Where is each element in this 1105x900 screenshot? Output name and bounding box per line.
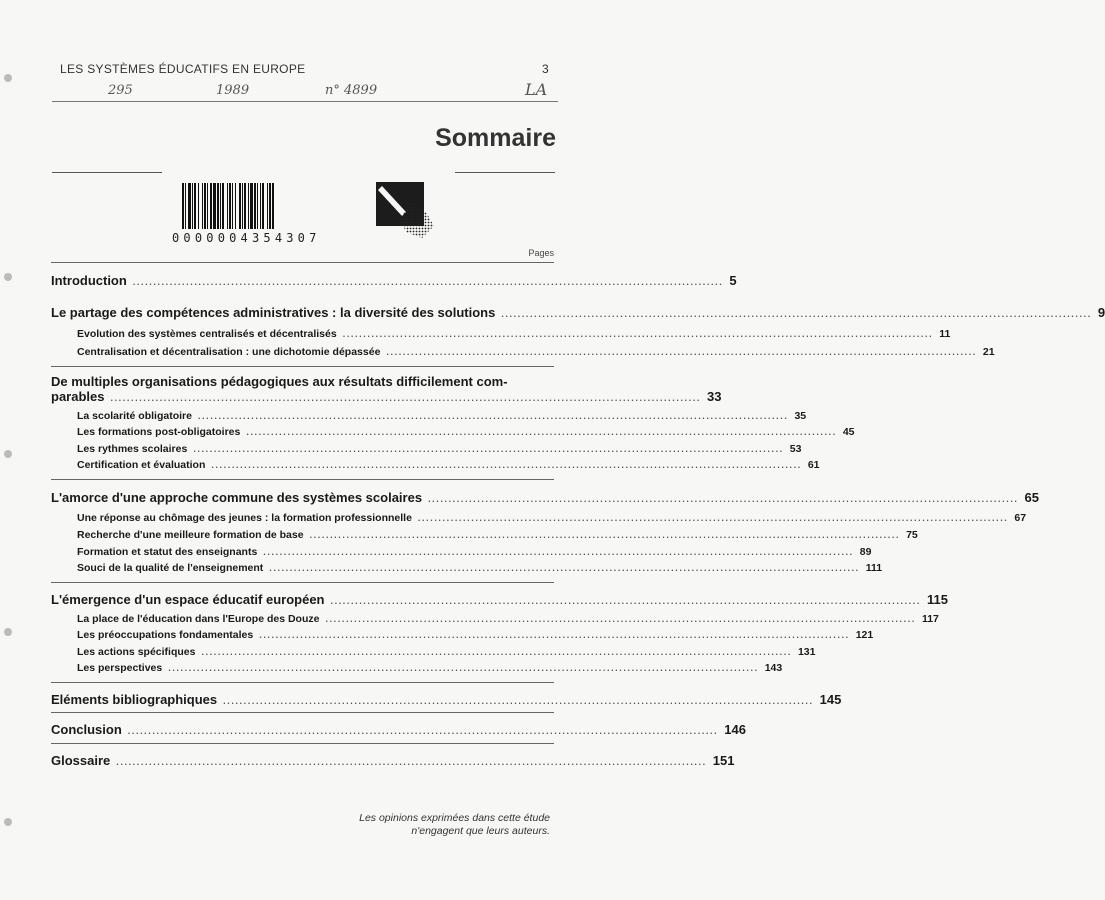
barcode-bar — [235, 183, 236, 229]
toc-item — [51, 328, 951, 340]
barcode-bar — [188, 183, 191, 229]
leader-dots: ................................................................................................................................................ — [501, 309, 1092, 319]
toc-item-label: Les actions spécifiques — [77, 646, 196, 658]
barcode-bar — [260, 183, 261, 229]
toc-section — [51, 490, 1040, 505]
barcode-bar — [217, 183, 219, 229]
leader-dots: ................................................................................................................................................ — [263, 547, 854, 557]
barcode-bar — [182, 183, 184, 229]
punch-mark — [4, 818, 12, 826]
toc-page-number: 117 — [921, 613, 939, 625]
toc-page-number: 9 — [1097, 305, 1105, 320]
toc-item-label: La place de l'éducation dans l'Europe des Douze — [77, 613, 320, 625]
barcode-bar — [232, 183, 233, 229]
barcode-bar — [185, 183, 186, 229]
publisher-logo-icon — [376, 182, 436, 240]
toc-page-number: 111 — [865, 562, 883, 574]
toc-item — [51, 346, 995, 358]
toc-page-number: 143 — [764, 662, 783, 674]
barcode-bar — [262, 183, 264, 229]
toc-section-label: Conclusion — [51, 722, 122, 737]
section-divider — [51, 712, 554, 713]
toc-section — [51, 273, 737, 288]
handwritten-note: 295 — [108, 83, 133, 98]
section-divider — [51, 262, 554, 263]
leader-dots: ................................................................................................................................................ — [325, 614, 916, 624]
barcode-bar — [244, 183, 246, 229]
punch-mark — [4, 273, 12, 281]
toc-page-number: 151 — [712, 753, 735, 768]
leader-dots: ................................................................................................................................................ — [246, 427, 837, 437]
punch-mark — [4, 450, 12, 458]
toc-page-number: 61 — [807, 459, 820, 471]
pages-label: Pages — [528, 248, 554, 258]
toc-item-label: Formation et statut des enseignants — [77, 546, 258, 558]
toc-page-number: 11 — [939, 328, 951, 340]
toc-item — [51, 459, 820, 471]
barcode-bar — [254, 183, 256, 229]
toc-item-label: Centralisation et décentralisation : une dichotomie dépassée — [77, 346, 381, 358]
toc-item — [51, 562, 883, 574]
toc-item-label: Les formations post-obligatoires — [77, 426, 241, 438]
barcode-bar — [269, 183, 271, 229]
leader-dots: ................................................................................................................................................ — [269, 563, 860, 573]
leader-dots: ................................................................................................................................................ — [201, 647, 792, 657]
punch-mark — [4, 74, 12, 82]
toc-page-number: 35 — [794, 410, 807, 422]
leader-dots: ................................................................................................................................................ — [132, 277, 724, 287]
punch-mark — [4, 628, 12, 636]
toc-item — [51, 410, 807, 422]
toc-item-label: Souci de la qualité de l'enseignement — [77, 562, 264, 574]
toc-page-number: 131 — [797, 646, 816, 658]
toc-item-label: Evolution des systèmes centralisés et décentralisés — [77, 328, 337, 340]
toc-item-label: Les rythmes scolaires — [77, 443, 188, 455]
toc-item — [51, 443, 802, 455]
toc-section-label: L'émergence d'un espace éducatif européen — [51, 592, 325, 607]
divider — [52, 172, 162, 173]
toc-page-number: 67 — [1014, 512, 1027, 524]
handwritten-note: n° 4899 — [325, 83, 378, 98]
toc-page-number: 65 — [1024, 490, 1040, 505]
section-divider — [51, 366, 554, 367]
barcode-bar — [202, 183, 203, 229]
toc-section-label: De multiples organisations pédagogiques aux résultats difficilement com- — [51, 374, 508, 389]
barcode-bar — [257, 183, 258, 229]
toc-item — [51, 529, 918, 541]
toc-item-label: Les préoccupations fondamentales — [77, 629, 254, 641]
toc-section-label: Glossaire — [51, 753, 111, 768]
toc-item — [51, 662, 783, 674]
running-title: LES SYSTÈMES ÉDUCATIFS EN EUROPE — [60, 62, 306, 76]
barcode-bar — [272, 183, 274, 229]
barcode-bar — [222, 183, 224, 229]
footer-note — [359, 812, 550, 838]
barcode-bar — [250, 183, 253, 229]
leader-dots: ................................................................................................................................................ — [428, 494, 1019, 504]
section-divider — [51, 743, 554, 744]
toc-page-number: 21 — [982, 346, 995, 358]
barcode-bar — [204, 183, 206, 229]
toc-page-number: 5 — [729, 273, 737, 288]
page-title: Sommaire — [435, 124, 556, 152]
leader-dots: ................................................................................................................................................ — [168, 663, 759, 673]
leader-dots: ................................................................................................................................................ — [386, 347, 977, 357]
toc-item-label: Une réponse au chômage des jeunes : la formation professionnelle — [77, 512, 412, 524]
divider — [455, 172, 555, 173]
footer-note-line: Les opinions exprimées dans cette étude — [359, 812, 550, 824]
toc-section-label: Le partage des compétences administratives : la diversité des solutions — [51, 305, 496, 320]
leader-dots: ................................................................................................................................................ — [211, 460, 802, 470]
toc-item — [51, 546, 872, 558]
leader-dots: ................................................................................................................................................ — [193, 444, 784, 454]
leader-dots: ................................................................................................................................................ — [417, 513, 1009, 523]
barcode-bar — [207, 183, 208, 229]
section-divider — [51, 682, 554, 683]
section-divider — [51, 479, 554, 480]
toc-section — [51, 692, 842, 707]
toc-section-label: L'amorce d'une approche commune des systèmes scolaires — [51, 490, 423, 505]
barcode-bar — [229, 183, 231, 229]
toc-page-number: 121 — [855, 629, 874, 641]
toc-section — [51, 722, 746, 737]
toc-page-number: 75 — [906, 529, 918, 541]
leader-dots: ................................................................................................................................................ — [197, 411, 789, 421]
leader-dots: ................................................................................................................................................ — [342, 329, 934, 339]
toc-section-label: parables — [51, 389, 105, 404]
leader-dots: ................................................................................................................................................ — [110, 393, 701, 403]
toc-section — [51, 389, 722, 404]
barcode-bar — [210, 183, 212, 229]
toc-page-number: 45 — [842, 426, 855, 438]
barcode-bar — [198, 183, 199, 229]
barcode-bar — [242, 183, 243, 229]
toc-item — [51, 629, 874, 641]
barcode-bar — [194, 183, 196, 229]
barcode-bar — [213, 183, 216, 229]
toc-item — [51, 613, 939, 625]
toc-section — [51, 753, 735, 768]
toc-item — [51, 512, 1027, 524]
toc-item-label: La scolarité obligatoire — [77, 410, 192, 422]
barcode-icon — [182, 183, 372, 229]
toc-page-number: 115 — [926, 592, 948, 607]
leader-dots: ................................................................................................................................................ — [127, 726, 719, 736]
toc-item — [51, 426, 855, 438]
barcode-bar — [248, 183, 249, 229]
barcode-bar — [220, 183, 221, 229]
toc-section-label: Introduction — [51, 273, 127, 288]
section-divider — [51, 582, 554, 583]
toc-page-number: 89 — [859, 546, 872, 558]
toc-section — [51, 592, 948, 607]
footer-note-line: n'engagent que leurs auteurs. — [411, 825, 550, 837]
toc-item — [51, 646, 816, 658]
toc-item-label: Recherche d'une meilleure formation de base — [77, 529, 304, 541]
barcode-bar — [267, 183, 268, 229]
handwritten-note: LA — [525, 80, 548, 99]
toc-page-number: 53 — [789, 443, 802, 455]
leader-dots: ................................................................................................................................................ — [259, 630, 850, 640]
barcode-bar — [239, 183, 241, 229]
barcode-digits: 0000004354307 — [172, 231, 321, 245]
toc-page-number: 146 — [724, 722, 746, 737]
toc-item-label: Les perspectives — [77, 662, 163, 674]
leader-dots: ................................................................................................................................................ — [223, 696, 814, 706]
barcode-bar — [192, 183, 193, 229]
toc-section — [51, 305, 1105, 320]
toc-page-number: 145 — [819, 692, 842, 707]
leader-dots: ................................................................................................................................................ — [330, 596, 921, 606]
toc-page-number: 33 — [706, 389, 722, 404]
toc-item-label: Certification et évaluation — [77, 459, 206, 471]
table-of-contents — [51, 262, 1105, 782]
toc-section-label: Eléments bibliographiques — [51, 692, 218, 707]
handwritten-underline — [52, 101, 558, 102]
leader-dots: ................................................................................................................................................ — [116, 757, 707, 767]
leader-dots: ................................................................................................................................................ — [309, 530, 901, 540]
page-number: 3 — [542, 62, 549, 76]
handwritten-note: 1989 — [216, 83, 250, 98]
barcode-bar — [227, 183, 228, 229]
